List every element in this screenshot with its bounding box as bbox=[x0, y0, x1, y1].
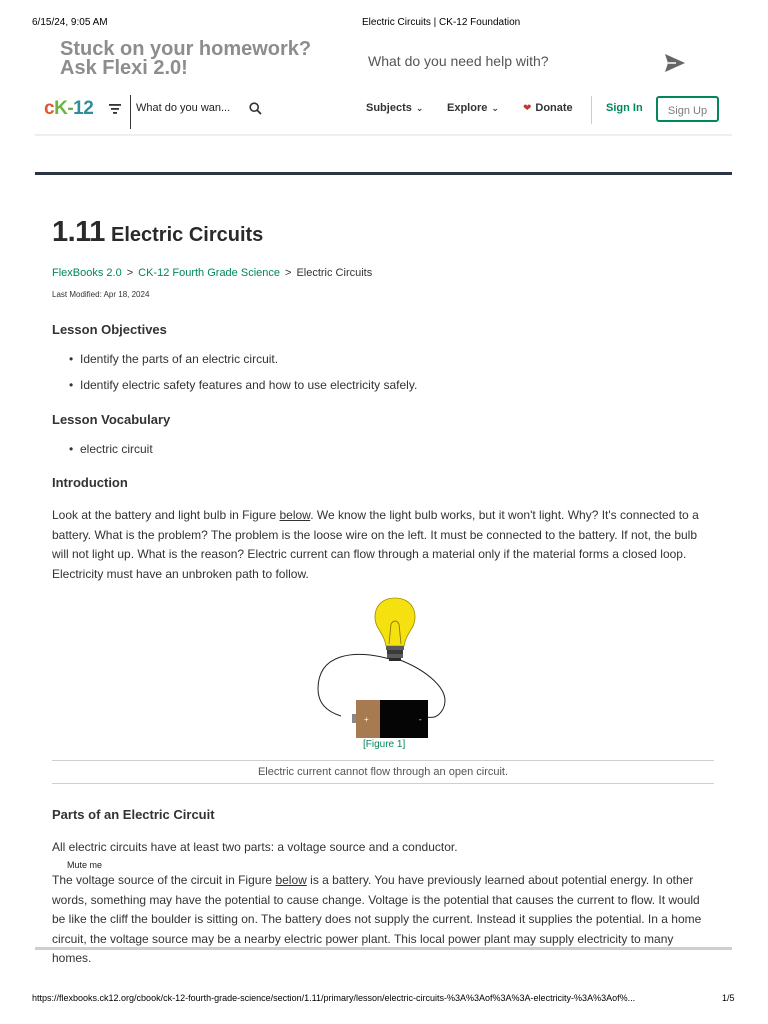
lesson-vocabulary-heading: Lesson Vocabulary bbox=[52, 412, 171, 427]
breadcrumb bbox=[52, 267, 372, 279]
figure-caption: Electric current cannot flow through an open circuit. bbox=[52, 760, 714, 784]
paper-plane-icon[interactable] bbox=[664, 53, 686, 73]
breadcrumb-separator: > bbox=[126, 267, 134, 279]
sign-in-link[interactable]: Sign In bbox=[606, 102, 643, 114]
chevron-down-icon: ⌄ bbox=[415, 103, 424, 113]
figure-below-link[interactable]: below bbox=[279, 508, 311, 522]
lesson-vocabulary-list bbox=[69, 442, 153, 456]
print-footer-url: https://flexbooks.ck12.org/cbook/ck-12-fourth-grade-science/section/1.11/primary/lesson/electric-circuits-%3A%3Aof%3A%3A-electricity-%3A%3Aof%... bbox=[32, 993, 636, 1003]
breadcrumb-current: Electric Circuits bbox=[296, 267, 373, 279]
print-page-title: Electric Circuits | CK-12 Foundation bbox=[362, 17, 521, 28]
sign-up-button[interactable]: Sign Up bbox=[656, 96, 719, 122]
last-modified: Last Modified: Apr 18, 2024 bbox=[52, 290, 150, 299]
search-icon[interactable] bbox=[249, 102, 262, 115]
lesson-objectives-heading: Lesson Objectives bbox=[52, 322, 167, 337]
list-item[interactable]: • electric circuit bbox=[69, 442, 153, 456]
ck12-logo[interactable]: cK-12 bbox=[44, 98, 94, 119]
filter-icon[interactable] bbox=[108, 102, 122, 116]
bottom-scroll-bar bbox=[35, 947, 732, 950]
nav-subjects-menu[interactable]: Subjects ⌄ bbox=[366, 102, 424, 114]
figure-label[interactable]: [Figure 1] bbox=[363, 739, 406, 750]
nav-explore-menu[interactable]: Explore ⌄ bbox=[447, 102, 499, 114]
print-date: 6/15/24, 9:05 AM bbox=[32, 17, 108, 28]
introduction-heading: Introduction bbox=[52, 475, 128, 490]
main-nav-bar bbox=[35, 92, 732, 136]
lesson-objectives-list bbox=[69, 352, 417, 404]
search-divider bbox=[130, 95, 131, 129]
heart-icon: ❤ bbox=[523, 103, 532, 114]
figure-below-link[interactable]: below bbox=[275, 873, 307, 887]
section-number: 1.11 bbox=[52, 216, 105, 248]
mute-me-label[interactable]: Mute me bbox=[67, 860, 103, 870]
list-item: • Identify electric safety features and how to use electricity safely. bbox=[69, 378, 417, 392]
breadcrumb-flexbooks[interactable]: FlexBooks 2.0 bbox=[52, 267, 122, 279]
flexi-question-input[interactable] bbox=[368, 53, 648, 69]
battery-minus-label: - bbox=[419, 715, 422, 724]
battery-plus-label: + bbox=[364, 715, 369, 724]
chevron-down-icon: ⌄ bbox=[491, 103, 499, 113]
nav-divider bbox=[591, 96, 592, 124]
parts-paragraph-1: All electric circuits have at least two parts: a voltage source and a conductor. bbox=[52, 840, 458, 854]
open-circuit-figure bbox=[313, 594, 453, 740]
page-title: Electric Circuits bbox=[111, 224, 264, 246]
parts-of-circuit-heading: Parts of an Electric Circuit bbox=[52, 807, 215, 822]
print-page-indicator: 1/5 bbox=[722, 993, 735, 1003]
introduction-paragraph: Look at the battery and light bulb in Figure below. We know the light bulb works, but it won't light. Why? It's connected to a battery. What is the problem? The problem is the loose wire on the left. It must be connected to the battery. If not, the bulb will not light up. What is the reason? Electric current can flow through a material only if the material forms a closed loop. Electricity must have an unbroken path to follow. bbox=[52, 508, 699, 581]
flexi-promo-line-2: Ask Flexi 2.0! bbox=[60, 57, 188, 79]
parts-paragraph-2: The voltage source of the circuit in Figure below is a battery. You have previously learned about potential energy. In other words, something may have the potential to cause change. Voltage is the potential that causes the current to flow. It would be like the cliff the boulder is sitting on. The battery does not supply the current. Instead it supplies the potential. In a home circuit, the voltage source may be a nearby electric power plant. This local power plant may supply electricity to many homes. bbox=[52, 873, 702, 965]
nav-donate-link[interactable]: ❤ Donate bbox=[523, 102, 573, 114]
flexi-promo-line-1: Stuck on your homework? bbox=[60, 38, 312, 60]
search-input[interactable] bbox=[136, 102, 240, 114]
breadcrumb-separator: > bbox=[285, 267, 292, 279]
breadcrumb-fourth-grade-science[interactable]: CK-12 Fourth Grade Science bbox=[138, 267, 280, 279]
list-item: • Identify the parts of an electric circuit. bbox=[69, 352, 417, 366]
content-top-rule bbox=[35, 172, 732, 175]
flexi-promo bbox=[60, 40, 350, 78]
